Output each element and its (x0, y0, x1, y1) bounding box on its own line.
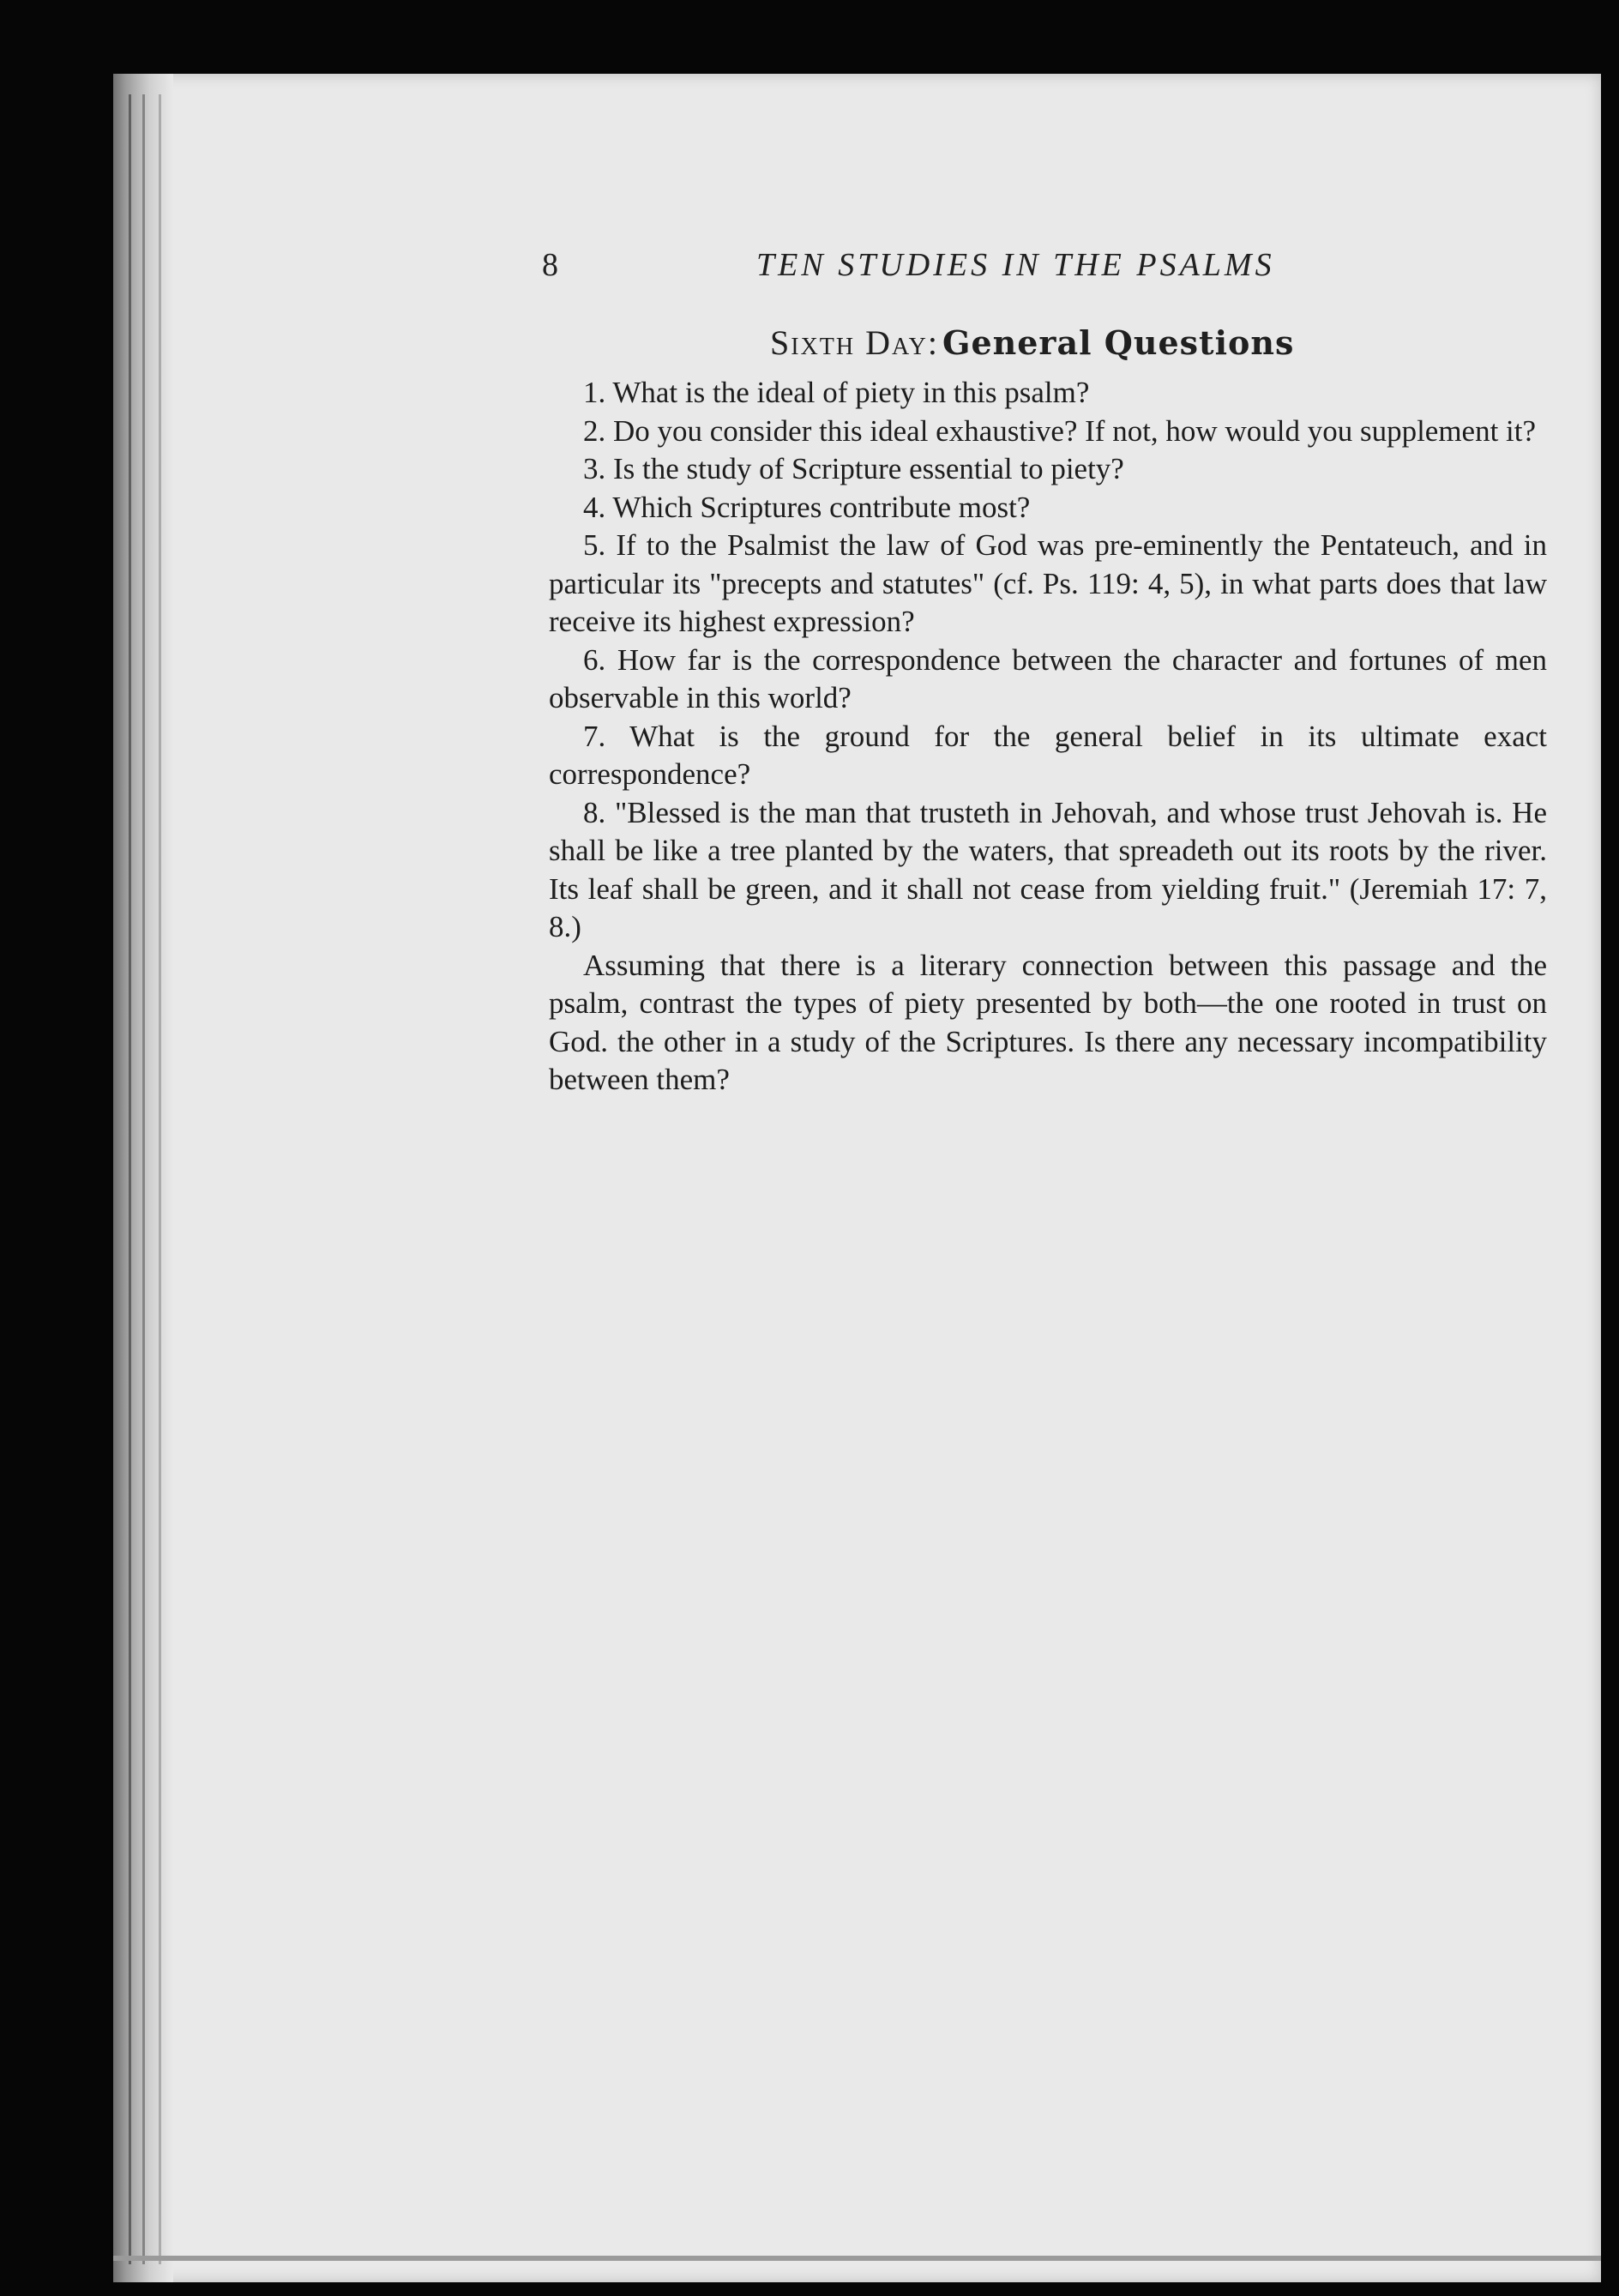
question-1: 1. What is the ideal of piety in this psalm? (583, 376, 1090, 409)
heading-subject: General Questions (942, 323, 1295, 362)
question-4: 4. Which Scriptures contribute most? (583, 490, 1031, 524)
gutter-shadow-line (159, 94, 161, 2264)
questions-text (549, 374, 1547, 1100)
question-3: 3. Is the study of Scripture essential to piety? (583, 452, 1124, 485)
closing-question: Assuming that there is a literary connection between this passage and the psalm, contrast the types of piety presented by both—the one rooted in trust on God. the other in a study of the Scriptures. Is there any necessary incompatibility between them? (549, 948, 1547, 1096)
question-6: 6. How far is the correspondence between the character and fortunes of men observable in this world? (549, 642, 1547, 714)
page-number: 8 (542, 247, 558, 283)
running-title: TEN STUDIES IN THE PSALMS (756, 247, 1275, 283)
question-8: 8. "Blessed is the man that trusteth in Jehovah, and whose trust Jehovah is. He shall be like a tree planted by the waters, that spreadeth out its roots by the river. Its leaf shall be green, and it shall not cease from yielding fruit." (Jeremiah 17: 7, 8.) (549, 795, 1547, 943)
gutter-shadow-line (129, 94, 131, 2264)
heading-day: Sixth Day: (770, 323, 939, 362)
question-5: 5. If to the Psalmist the law of God was pre-eminently the Pentateuch, and in particular its "precepts and statutes" (cf. Ps. 119: 4, 5), in what parts does that law receive its highest expression? (549, 528, 1547, 638)
page-bottom-edge (113, 2256, 1601, 2261)
question-2: 2. Do you consider this ideal exhaustive? If not, how would you supplement it? (583, 413, 1537, 448)
question-7: 7. What is the ground for the general belief in its ultimate exact correspondence? (549, 719, 1547, 791)
gutter-shadow-line (142, 94, 145, 2264)
running-head (542, 246, 1331, 289)
section-heading (770, 322, 1294, 369)
